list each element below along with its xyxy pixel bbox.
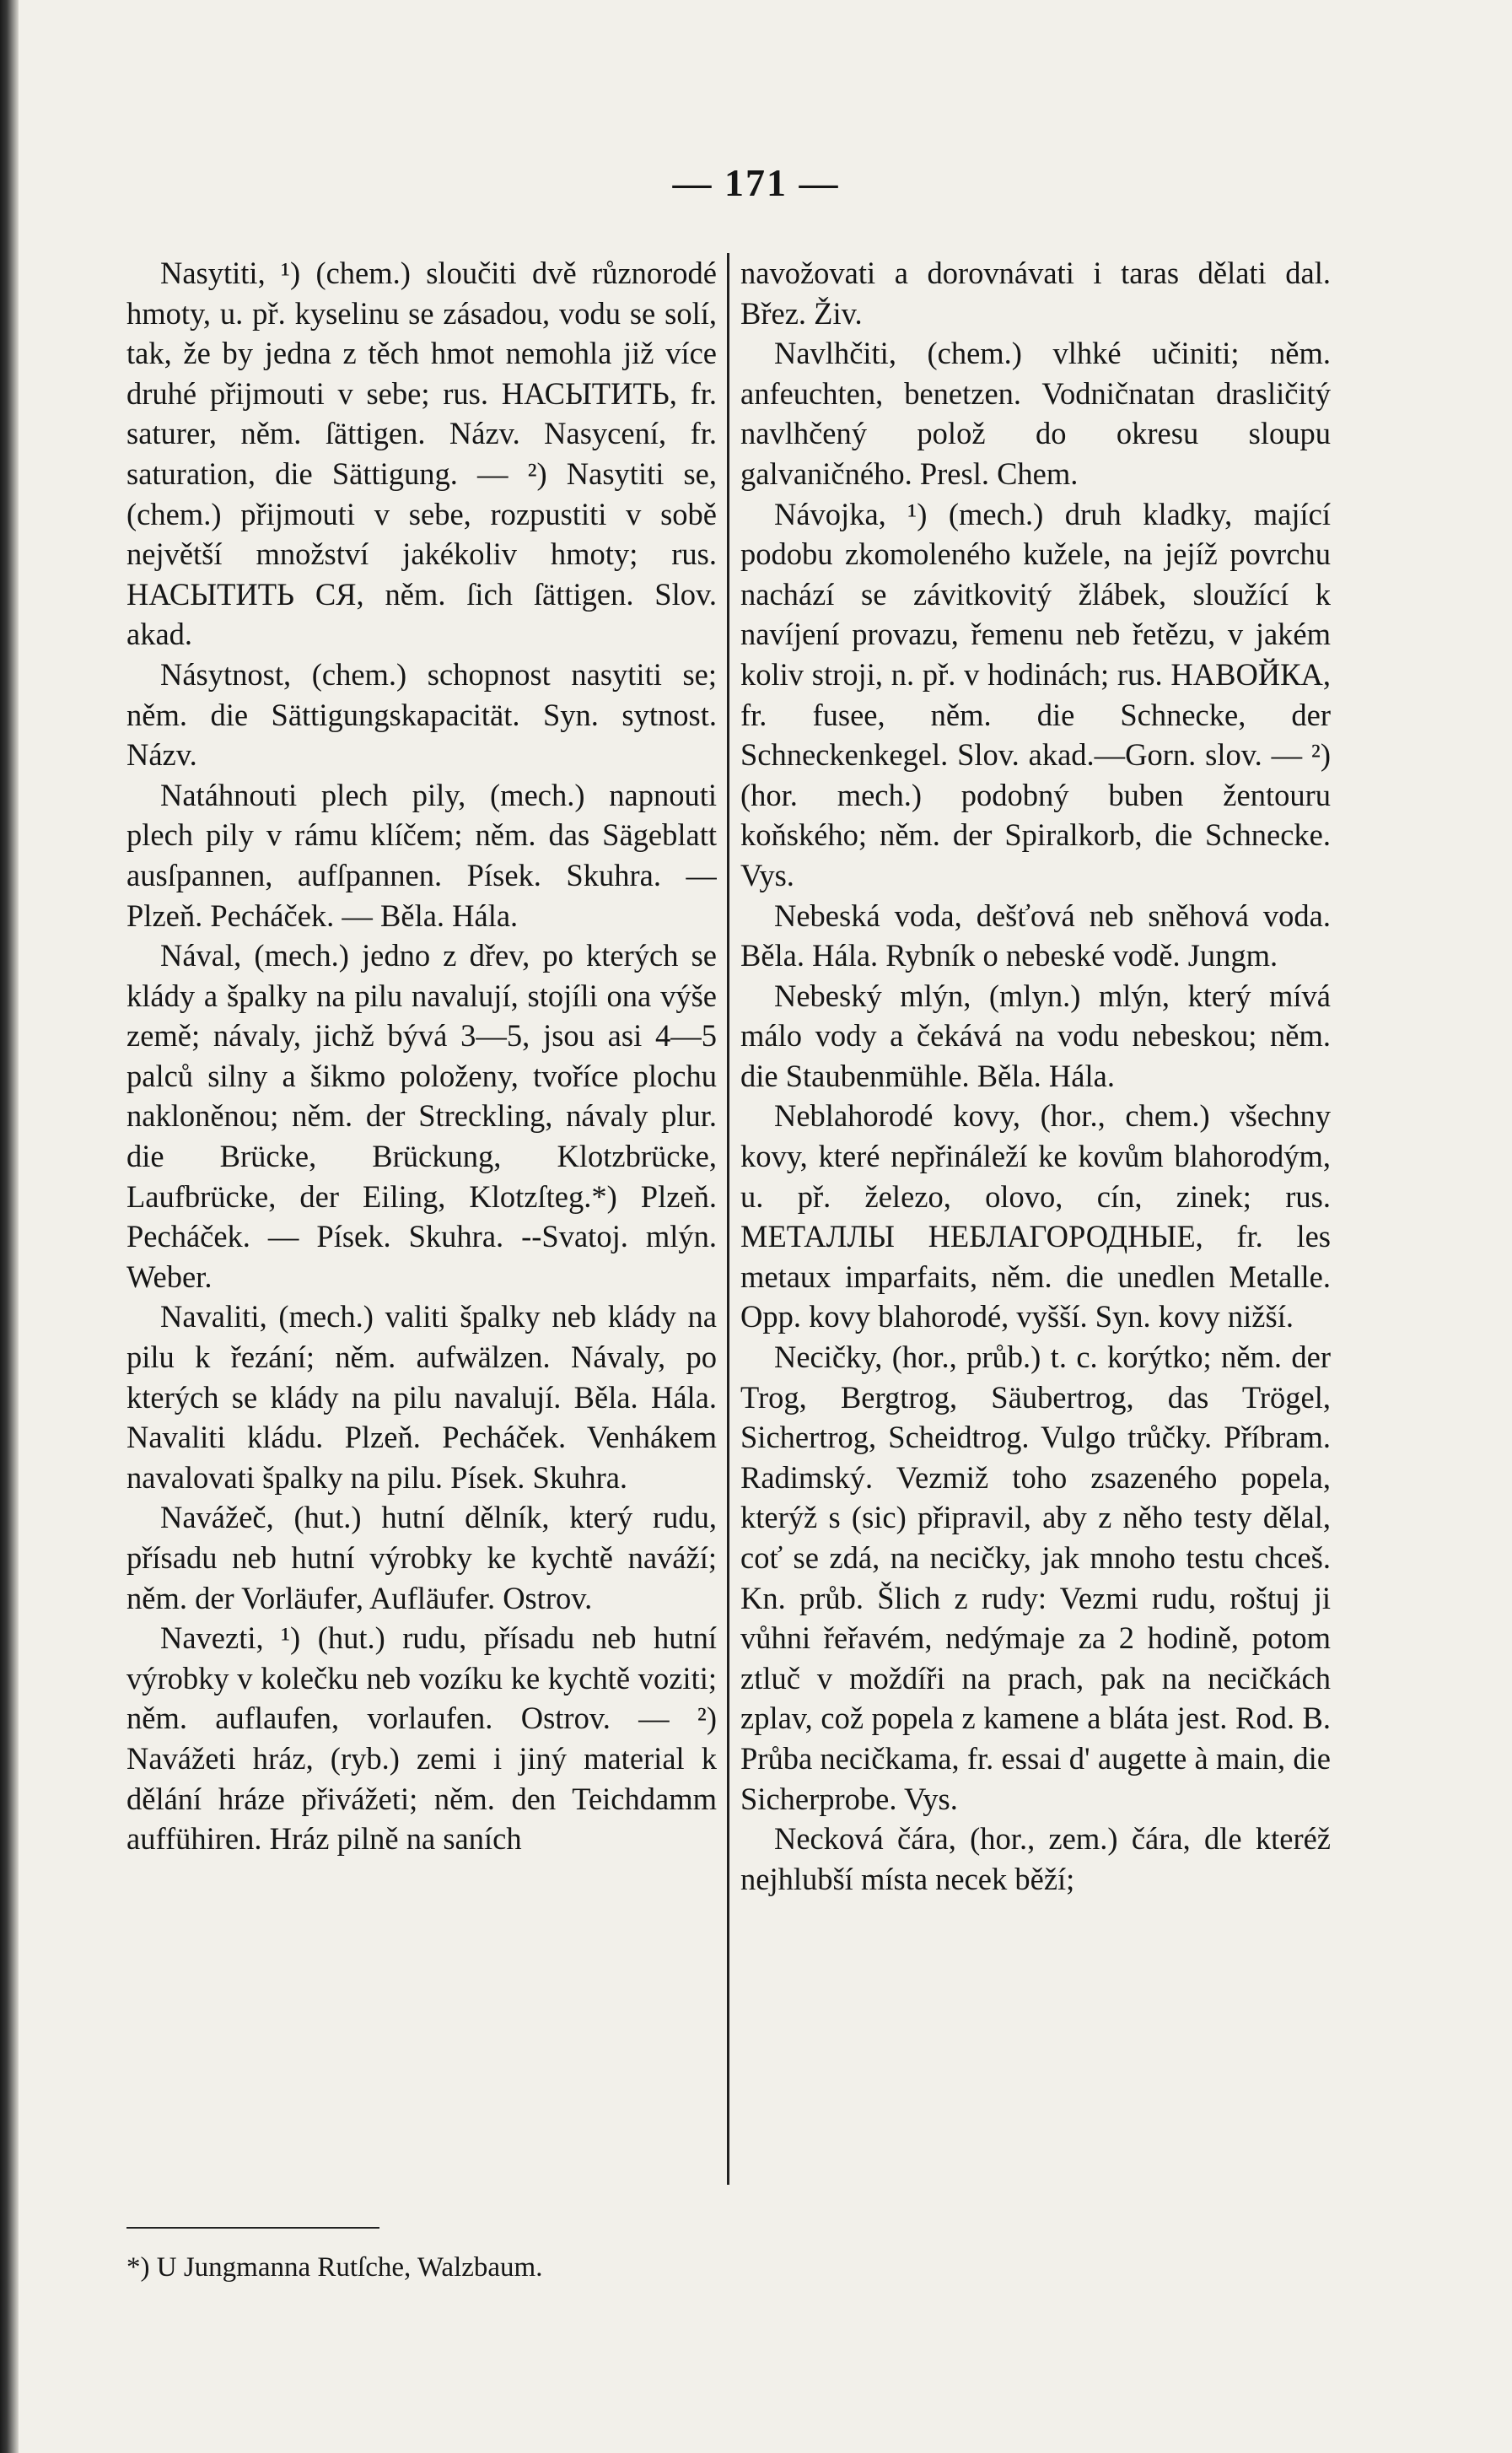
entry-continuation: navožovati a dorovnávati i taras dělati dal. Břez. Živ. <box>740 256 1331 331</box>
footnote-rule <box>126 2227 379 2229</box>
left-column <box>126 253 717 2193</box>
entry-neblahorode-kovy: Neblahorodé kovy, (hor., chem.) všechny kovy, které nepřináleží ke kovům blahorodým, u. př. železo, olovo, cín, zinek; rus. МЕТАЛЛЫ НЕБЛАГОРОДНЫЕ, fr. les metaux imparfaits, něm. die unedlen Metalle. Opp. kovy blahorodé, vyšší. Syn. kovy nižší. <box>740 1098 1331 1334</box>
entry-natahnouti-plech-pily: Natáhnouti plech pily, (mech.) napnouti plech pily v rámu klíčem; něm. das Sägeblatt ausſpannen, aufſpannen. Písek. Skuhra. — Plzeň. Pecháček. — Běla. Hála. <box>126 777 717 933</box>
entry-nebesky-mlyn: Nebeský mlýn, (mlyn.) mlýn, který mívá málo vody a čekává na vodu nebeskou; něm. die Staubenmühle. Běla. Hála. <box>740 978 1331 1093</box>
entry-navlhciti: Navlhčiti, (chem.) vlhké učiniti; něm. anfeuchten, benetzen. Vodničnatan drasličitý navlhčený polož do okresu sloupu galvaničného. Presl. Chem. <box>740 336 1331 491</box>
entry-nasytnost: Násytnost, (chem.) schopnost nasytiti se; něm. die Sättigungskapacität. Syn. sytnost. Názv. <box>126 656 717 773</box>
page-number: — 171 — <box>672 161 840 204</box>
right-column <box>740 253 1331 2193</box>
entry-necicky: Necičky, (hor., průb.) t. c. korýtko; něm. der Trog, Bergtrog, Säubertrog, das Trögel, Sichertrog, Scheidtrog. Vulgo trůčky. Příbram. Radimský. Vezmiž toho zsazeného popela, kterýž s (sic) připravil, aby z něho testy dělal, coť se zdá, na necičky, jak mnoho testu chceš. Kn. průb. Šlich z rudy: Vezmi rudu, roštuj ji vůhni řeřavém, nedýmaje za 2 hodině, potom ztluč v moždíři na prach, pak na necičkách zplav, což popela z kamene a bláta jest. Rod. B. Průba necičkama, fr. essai d' augette à main, die Sicherprobe. Vys. <box>740 1340 1331 1816</box>
entry-neckova-cara: Necková čára, (hor., zem.) čára, dle kteréž nejhlubší místa necek běží; <box>740 1821 1331 1896</box>
entry-nasytiti: Nasytiti, ¹) (chem.) sloučiti dvě různorodé hmoty, u. př. kyselinu se zásadou, vodu se solí, tak, že by jedna z těch hmot nemohla již více druhé přijmouti v sebe; rus. НАСЫТИТЬ, fr. saturer, něm. ſättigen. Názv. Nasycení, fr. saturation, die Sättigung. — ²) Nasytiti se, (chem.) přijmouti v sebe, rozpustiti v sobě největší množství jakékoliv hmoty; rus. НАСЫТИТЬ СЯ, něm. ſich ſättigen. Slov. akad. <box>126 256 717 652</box>
page-edge-shadow <box>0 0 19 2453</box>
entry-navazec: Navážeč, (hut.) hutní dělník, který rudu, přísadu neb hutní výrobky ke kychtě naváží; něm. der Vorläufer, Aufläufer. Ostrov. <box>126 1500 717 1615</box>
column-divider <box>727 253 729 2185</box>
entry-naval: Nával, (mech.) jedno z dřev, po kterých se klády a špalky na pilu navalují, stojíli ona výše země; návaly, jichž bývá 3—5, jsou asi 4—5 palců silny a šikmo položeny, tvoříce plochu nakloněnou; něm. der Streckling, návaly plur. die Brücke, Brückung, Klotzbrücke, Laufbrücke, der Eiling, Klotzſteg.*) Plzeň. Pecháček. — Písek. Skuhra. --Svatoj. mlýn. Weber. <box>126 938 717 1294</box>
footnote: *) U Jungmanna Rutſche, Walzbaum. <box>126 2252 543 2283</box>
entry-nebeska-voda: Nebeská voda, dešťová neb sněhová voda. Běla. Hála. Rybník o nebeské vodě. Jungm. <box>740 898 1331 973</box>
entry-navezti: Navezti, ¹) (hut.) rudu, přísadu neb hutní výrobky v kolečku neb vozíku ke kychtě voziti; něm. auflaufen, vorlaufen. Ostrov. — ²) Navážeti hráz, (ryb.) zemi i jiný material k dělání hráze přivážeti; něm. den Teichdamm auffühiren. Hráz pilně na saních <box>126 1620 717 1857</box>
entry-navojka: Návojka, ¹) (mech.) druh kladky, mající podobu zkomoleného kužele, na jejíž povrchu nachází se závitkovitý žlábek, sloužící k navíjení provazu, řemenu neb řetězu, v jakém koliv stroji, n. př. v hodinách; rus. НАВОЙКА, fr. fusee, něm. die Schnecke, der Schneckenkegel. Slov. akad.—Gorn. slov. — ²) (hor. mech.) podobný buben žentouru koňského; něm. der Spiralkorb, die Schnecke. Vys. <box>740 496 1331 892</box>
entry-navaliti: Navaliti, (mech.) valiti špalky neb klády na pilu k řezání; něm. aufwälzen. Návaly, po kterých se klády na pilu navalují. Běla. Hála. Navaliti kládu. Plzeň. Pecháček. Venhákem navalovati špalky na pilu. Písek. Skuhra. <box>126 1299 717 1495</box>
